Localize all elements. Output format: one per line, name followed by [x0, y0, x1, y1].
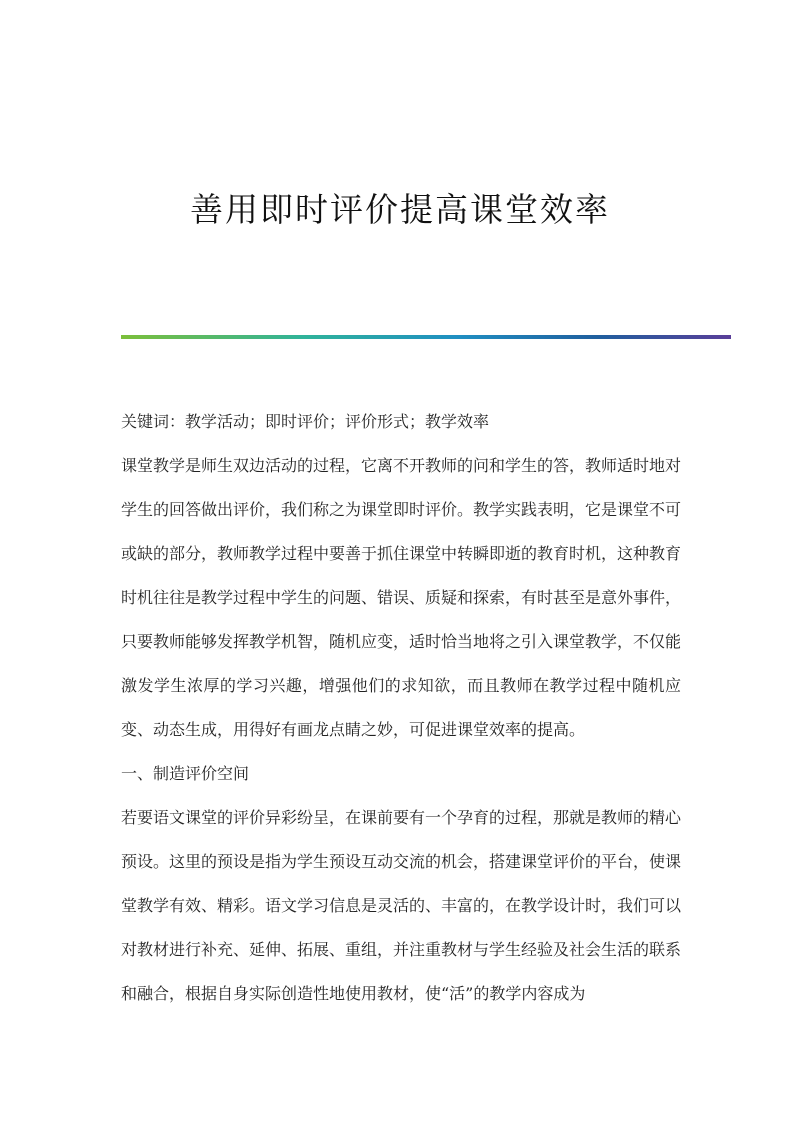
intro-paragraph: 课堂教学是师生双边活动的过程，它离不开教师的问和学生的答，教师适时地对学生的回答做出评价，我们称之为课堂即时评价。教学实践表明，它是课堂不可或缺的部分，教师教学过程中要善于抓住课堂中转瞬即逝的教育时机，这种教育时机往往是教学过程中学生的问题、错误、质疑和探索，有时甚至是意外事件，只要教师能够发挥教学机智，随机应变，适时恰当地将之引入课堂教学，不仅能激发学生浓厚的学习兴趣，增强他们的求知欲，而且教师在教学过程中随机应变、动态生成，用得好有画龙点睛之妙，可促进课堂效率的提高。	[121, 456, 682, 739]
section-paragraph: 若要语文课堂的评价异彩纷呈，在课前要有一个孕育的过程，那就是教师的精心预设。这里的预设是指为学生预设互动交流的机会，搭建课堂评价的平台，使课堂教学有效、精彩。语文学习信息是灵活的、丰富的，在教学设计时，我们可以对教材进行补充、延伸、拓展、重组，并注重教材与学生经验及社会生活的联系和融合，根据自身实际创造性地使用教材，使“活”的教学内容成为	[121, 808, 682, 1003]
keywords-line: 关键词：教学活动；即时评价；评价形式；教学效率	[121, 412, 490, 431]
title-divider	[121, 335, 731, 339]
section-heading: 一、制造评价空间	[121, 764, 250, 783]
document-body	[121, 400, 681, 1016]
document-title: 善用即时评价提高课堂效率	[190, 190, 610, 229]
